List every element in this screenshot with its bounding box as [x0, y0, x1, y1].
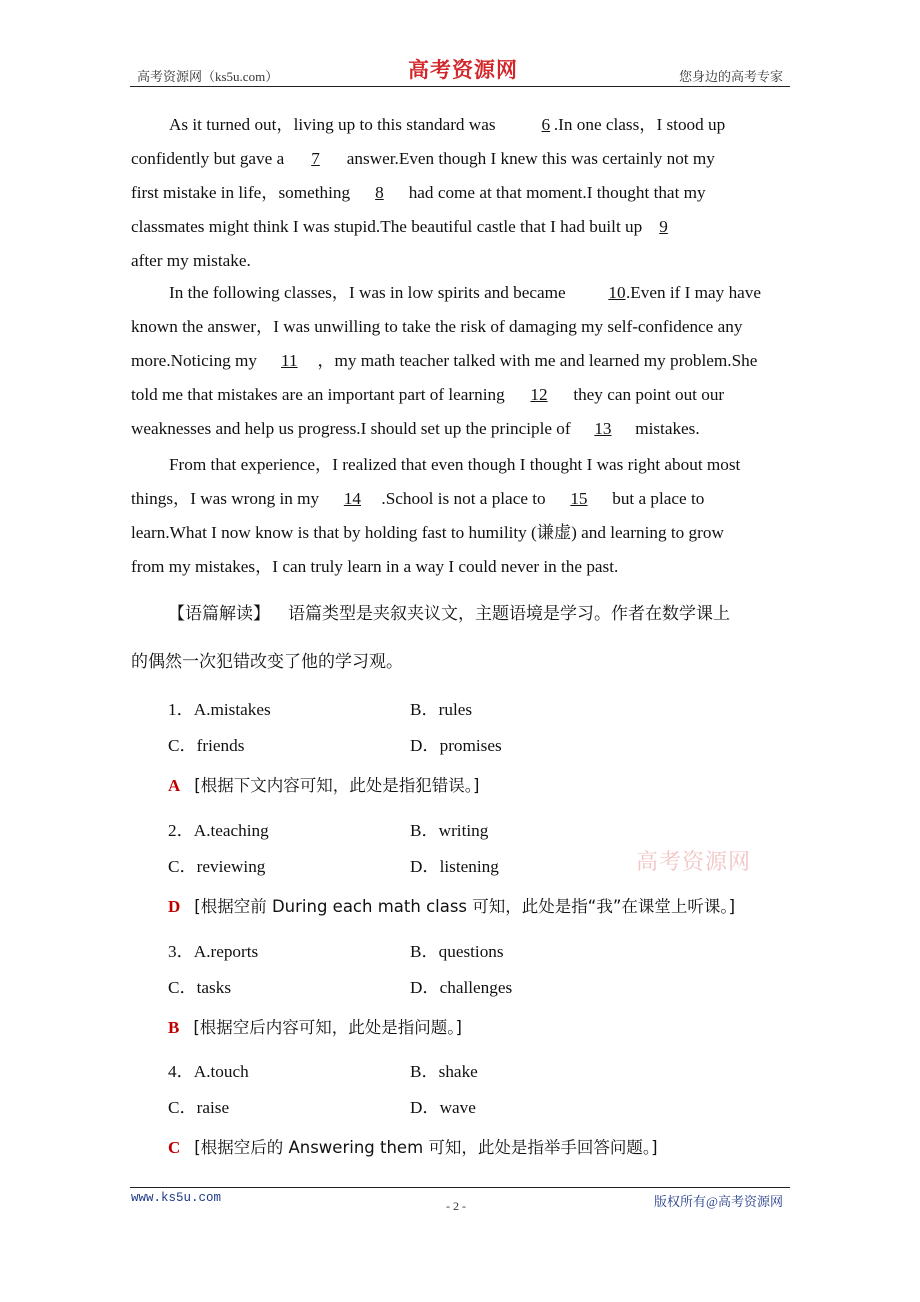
header-logo: 高考资源网 — [408, 58, 518, 82]
line-text: In the following classes，I was in low spirits and became — [169, 283, 570, 302]
passage-line — [131, 108, 791, 142]
answer-explanation: [根据空后的 Answering them 可知，此处是指举手回答问题。] — [194, 1138, 658, 1157]
q2-option-a: 2．A.teaching — [168, 821, 269, 840]
passage-line — [131, 550, 791, 584]
footer-website-link[interactable]: www.ks5u.com — [131, 1191, 222, 1205]
passage-line — [131, 344, 791, 378]
q1-option-b: B．rules — [410, 700, 473, 719]
header-site-name: 高考资源网（ks5u.com） — [137, 69, 279, 84]
blank-11: 11 — [281, 351, 298, 370]
passage-line — [131, 516, 791, 550]
passage-line — [131, 142, 791, 176]
watermark: 高考资源网 — [636, 850, 752, 875]
passage-paragraph-3 — [131, 448, 791, 584]
analysis-line-1 — [168, 590, 808, 638]
footer-copyright: 版权所有@高考资源网 — [654, 1194, 783, 1209]
analysis-line-2: 的偶然一次犯错改变了他的学习观。 — [131, 652, 403, 672]
blank-13: 13 — [594, 419, 612, 438]
q4-option-c: C．raise — [168, 1098, 230, 1117]
q3-option-b: B．questions — [410, 942, 504, 961]
line-text: more.Noticing my — [131, 351, 262, 370]
answer-letter: C — [168, 1138, 181, 1157]
header-divider — [130, 86, 790, 87]
analysis-text: 语篇类型是夹叙夹议文，主题语境是学习。作者在数学课上 — [288, 604, 730, 624]
line-text: confidently but gave a — [131, 149, 289, 168]
blank-14: 14 — [343, 489, 361, 508]
passage-paragraph-2 — [131, 276, 791, 446]
blank-8: 8 — [375, 183, 384, 202]
answer-letter: A — [168, 776, 181, 795]
line-text: told me that mistakes are an important part of learning — [131, 385, 510, 404]
line-text: weaknesses and help us progress.I should set up the principle of — [131, 419, 575, 438]
line-text: As it turned out，living up to this standard was — [169, 115, 500, 134]
line-text: ，my math teacher talked with me and learned my problem.She — [317, 351, 758, 370]
passage-line — [131, 412, 791, 446]
line-text: .Even if I may have — [625, 283, 762, 302]
passage-line — [131, 448, 791, 482]
q3-answer — [168, 1014, 462, 1038]
answer-explanation: [根据空前 During each math class 可知，此处是指“我”在课堂上听课。] — [194, 897, 736, 916]
line-text: had come at that moment.I thought that my — [404, 183, 706, 202]
q3-option-c: C．tasks — [168, 978, 232, 997]
q2-option-c: C．reviewing — [168, 857, 266, 876]
line-text: answer.Even though I knew this was certainly not my — [342, 149, 715, 168]
page-number: - 2 - — [446, 1199, 466, 1213]
line-text: things，I was wrong in my — [131, 489, 324, 508]
passage-line — [131, 378, 791, 412]
q1-option-a: 1．A.mistakes — [168, 700, 271, 719]
line-text: .In one class，I stood up — [553, 115, 726, 134]
q1-option-d: D．promises — [410, 736, 502, 755]
passage-line — [131, 244, 791, 278]
passage-line — [131, 176, 791, 210]
line-text: after my mistake. — [131, 251, 251, 270]
blank-12: 12 — [530, 385, 548, 404]
line-text: known the answer，I was unwilling to take the risk of damaging my self-confidence any — [131, 317, 743, 336]
q4-option-d: D．wave — [410, 1098, 476, 1117]
answer-letter: B — [168, 1018, 180, 1037]
blank-7: 7 — [311, 149, 320, 168]
line-text: From that experience，I realized that even though I thought I was right about most — [169, 455, 741, 474]
line-text: they can point out our — [569, 385, 725, 404]
q2-option-b: B．writing — [410, 821, 489, 840]
passage-line — [131, 310, 791, 344]
line-text: mistakes. — [630, 419, 700, 438]
passage-analysis — [131, 590, 808, 686]
q4-option-b: B．shake — [410, 1062, 478, 1081]
q4-option-a: 4．A.touch — [168, 1062, 249, 1081]
line-text: first mistake in life，something — [131, 183, 355, 202]
passage-line — [131, 210, 791, 244]
passage-paragraph-1 — [131, 108, 791, 278]
line-text: learn.What I now know is that by holding fast to humility (谦虚) and learning to grow — [131, 523, 724, 542]
line-text: from my mistakes，I can truly learn in a way I could never in the past. — [131, 557, 619, 576]
header-slogan: 您身边的高考专家 — [678, 69, 783, 84]
answer-explanation: [根据下文内容可知，此处是指犯错误。] — [194, 776, 480, 795]
q2-answer — [168, 893, 735, 917]
line-text: but a place to — [607, 489, 705, 508]
passage-line — [131, 276, 791, 310]
answer-explanation: [根据空后内容可知，此处是指问题。] — [193, 1018, 462, 1037]
q3-option-a: 3．A.reports — [168, 942, 259, 961]
line-text: .School is not a place to — [381, 489, 550, 508]
analysis-label: 【语篇解读】 — [168, 604, 270, 624]
passage-line — [131, 482, 791, 516]
q1-option-c: C．friends — [168, 736, 245, 755]
q1-answer — [168, 772, 479, 796]
footer-divider — [130, 1187, 790, 1188]
q2-option-d: D．listening — [410, 857, 499, 876]
blank-9: 9 — [659, 217, 668, 236]
q3-option-d: D．challenges — [410, 978, 513, 997]
blank-15: 15 — [570, 489, 588, 508]
blank-6: 6 — [541, 115, 551, 134]
q4-answer — [168, 1134, 658, 1158]
blank-10: 10 — [608, 283, 626, 302]
answer-letter: D — [168, 897, 181, 916]
line-text: classmates might think I was stupid.The beautiful castle that I had built up — [131, 217, 647, 236]
